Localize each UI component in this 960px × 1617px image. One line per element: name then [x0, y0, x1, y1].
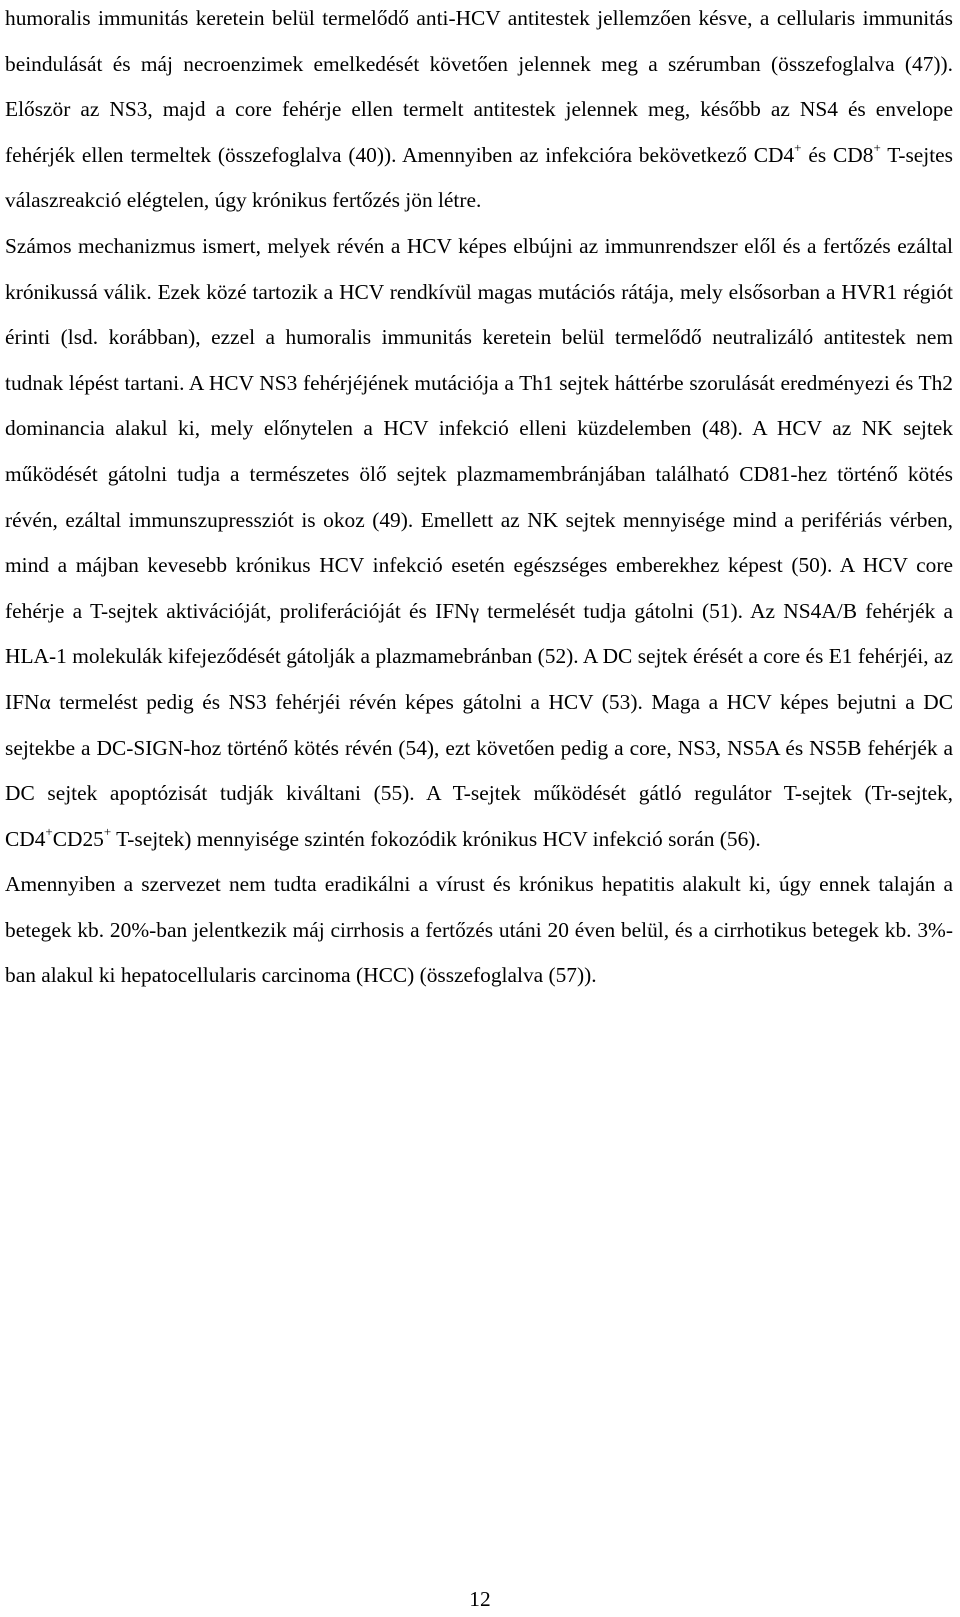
text-run: Számos mechanizmus ismert, melyek révén a HCV képes elbújni az immunrendszer elől és a fertőzés ezáltal krónikussá válik. Ezek közé tartozik a HCV rendkívül magas mutációs rátája, mely elsősorban a HVR1 régiót érinti (lsd. korábban), ezzel a humoralis immunitás keretein belül termelődő neutralizáló antitestek nem tudnak lépést tartani. A HCV NS3 fehérjéjének mutációja a Th1 sejtek háttérbe szorulását eredményezi és Th2 dominancia alakul ki, mely előnytelen a HCV infekció elleni küzdelemben (48). A HCV az NK sejtek működését gátolni tudja a természetes ölő sejtek plazmamembránjában található CD81-hez történő kötés révén, ezáltal immunszupressziót is okoz (49). Emellett az NK sejtek mennyisége mind a perifériás vérben, mind a májban kevesebb krónikus HCV infekció esetén egészséges emberekhez képest (50). A HCV core fehérje a T-sejtek aktivációját, proliferációját és IFNγ termelését tudja gátolni (51). Az NS4A/B fehérjék a HLA-1 molekulák kifejeződését gátolják a plazmamebránban (52). A DC sejtek érését a core és E1 fehérjéi, az IFNα termelést pedig és NS3 fehérjéi révén képes gátolni a HCV (53). Maga a HCV képes bejutni a DC sejtekbe a DC-SIGN-hoz történő kötés révén (54), ezt követően pedig a core, NS3, NS5A és NS5B fehérjék a DC sejtek apoptózisát tudják kiváltani (55). A T-sejtek működését gátló regulátor T-sejtek (Tr-sejtek, CD4 — [5, 233, 953, 851]
superscript: + — [794, 139, 802, 155]
text-run: T-sejtek) mennyisége szintén fokozódik krónikus HCV infekció során (56). — [111, 826, 761, 851]
body-text — [5, 0, 953, 999]
text-run: T-sejtes válaszreakció elégtelen, úgy krónikus fertőzés jön létre. — [5, 142, 953, 213]
page-number: 12 — [469, 1587, 491, 1611]
paragraph-immune-response — [5, 0, 953, 224]
superscript: + — [103, 823, 112, 839]
superscript: + — [45, 823, 53, 839]
text-run: Amennyiben a szervezet nem tudta eradikálni a vírust és krónikus hepatitis alakult ki, úgy ennek talaján a betegek kb. 20%-ban jelentkezik máj cirrhosis a fertőzés utáni 20 éven belül, és a cirrhotikus betegek kb. 3%-ban alakul ki hepatocellularis carcinoma (HCC) (összefoglalva (57)). — [5, 872, 953, 988]
text-run: CD25 — [52, 826, 104, 851]
paragraph-escape-mechanisms — [5, 224, 953, 862]
paragraph-chronic-outcome — [5, 862, 953, 999]
superscript: + — [873, 139, 881, 155]
text-run: és CD8 — [801, 142, 874, 167]
text-run: humoralis immunitás keretein belül termelődő anti-HCV antitestek jellemzően késve, a cellularis immunitás beindulását és máj necroenzimek emelkedését követően jelennek meg a szérumban (összefoglalva (47)). Először az NS3, majd a core fehérje ellen termelt antitestek jelennek meg, később az NS4 és envelope fehérjék ellen termeltek (összefoglalva (40)). Amennyiben az infekcióra bekövetkező CD4 — [5, 6, 953, 167]
